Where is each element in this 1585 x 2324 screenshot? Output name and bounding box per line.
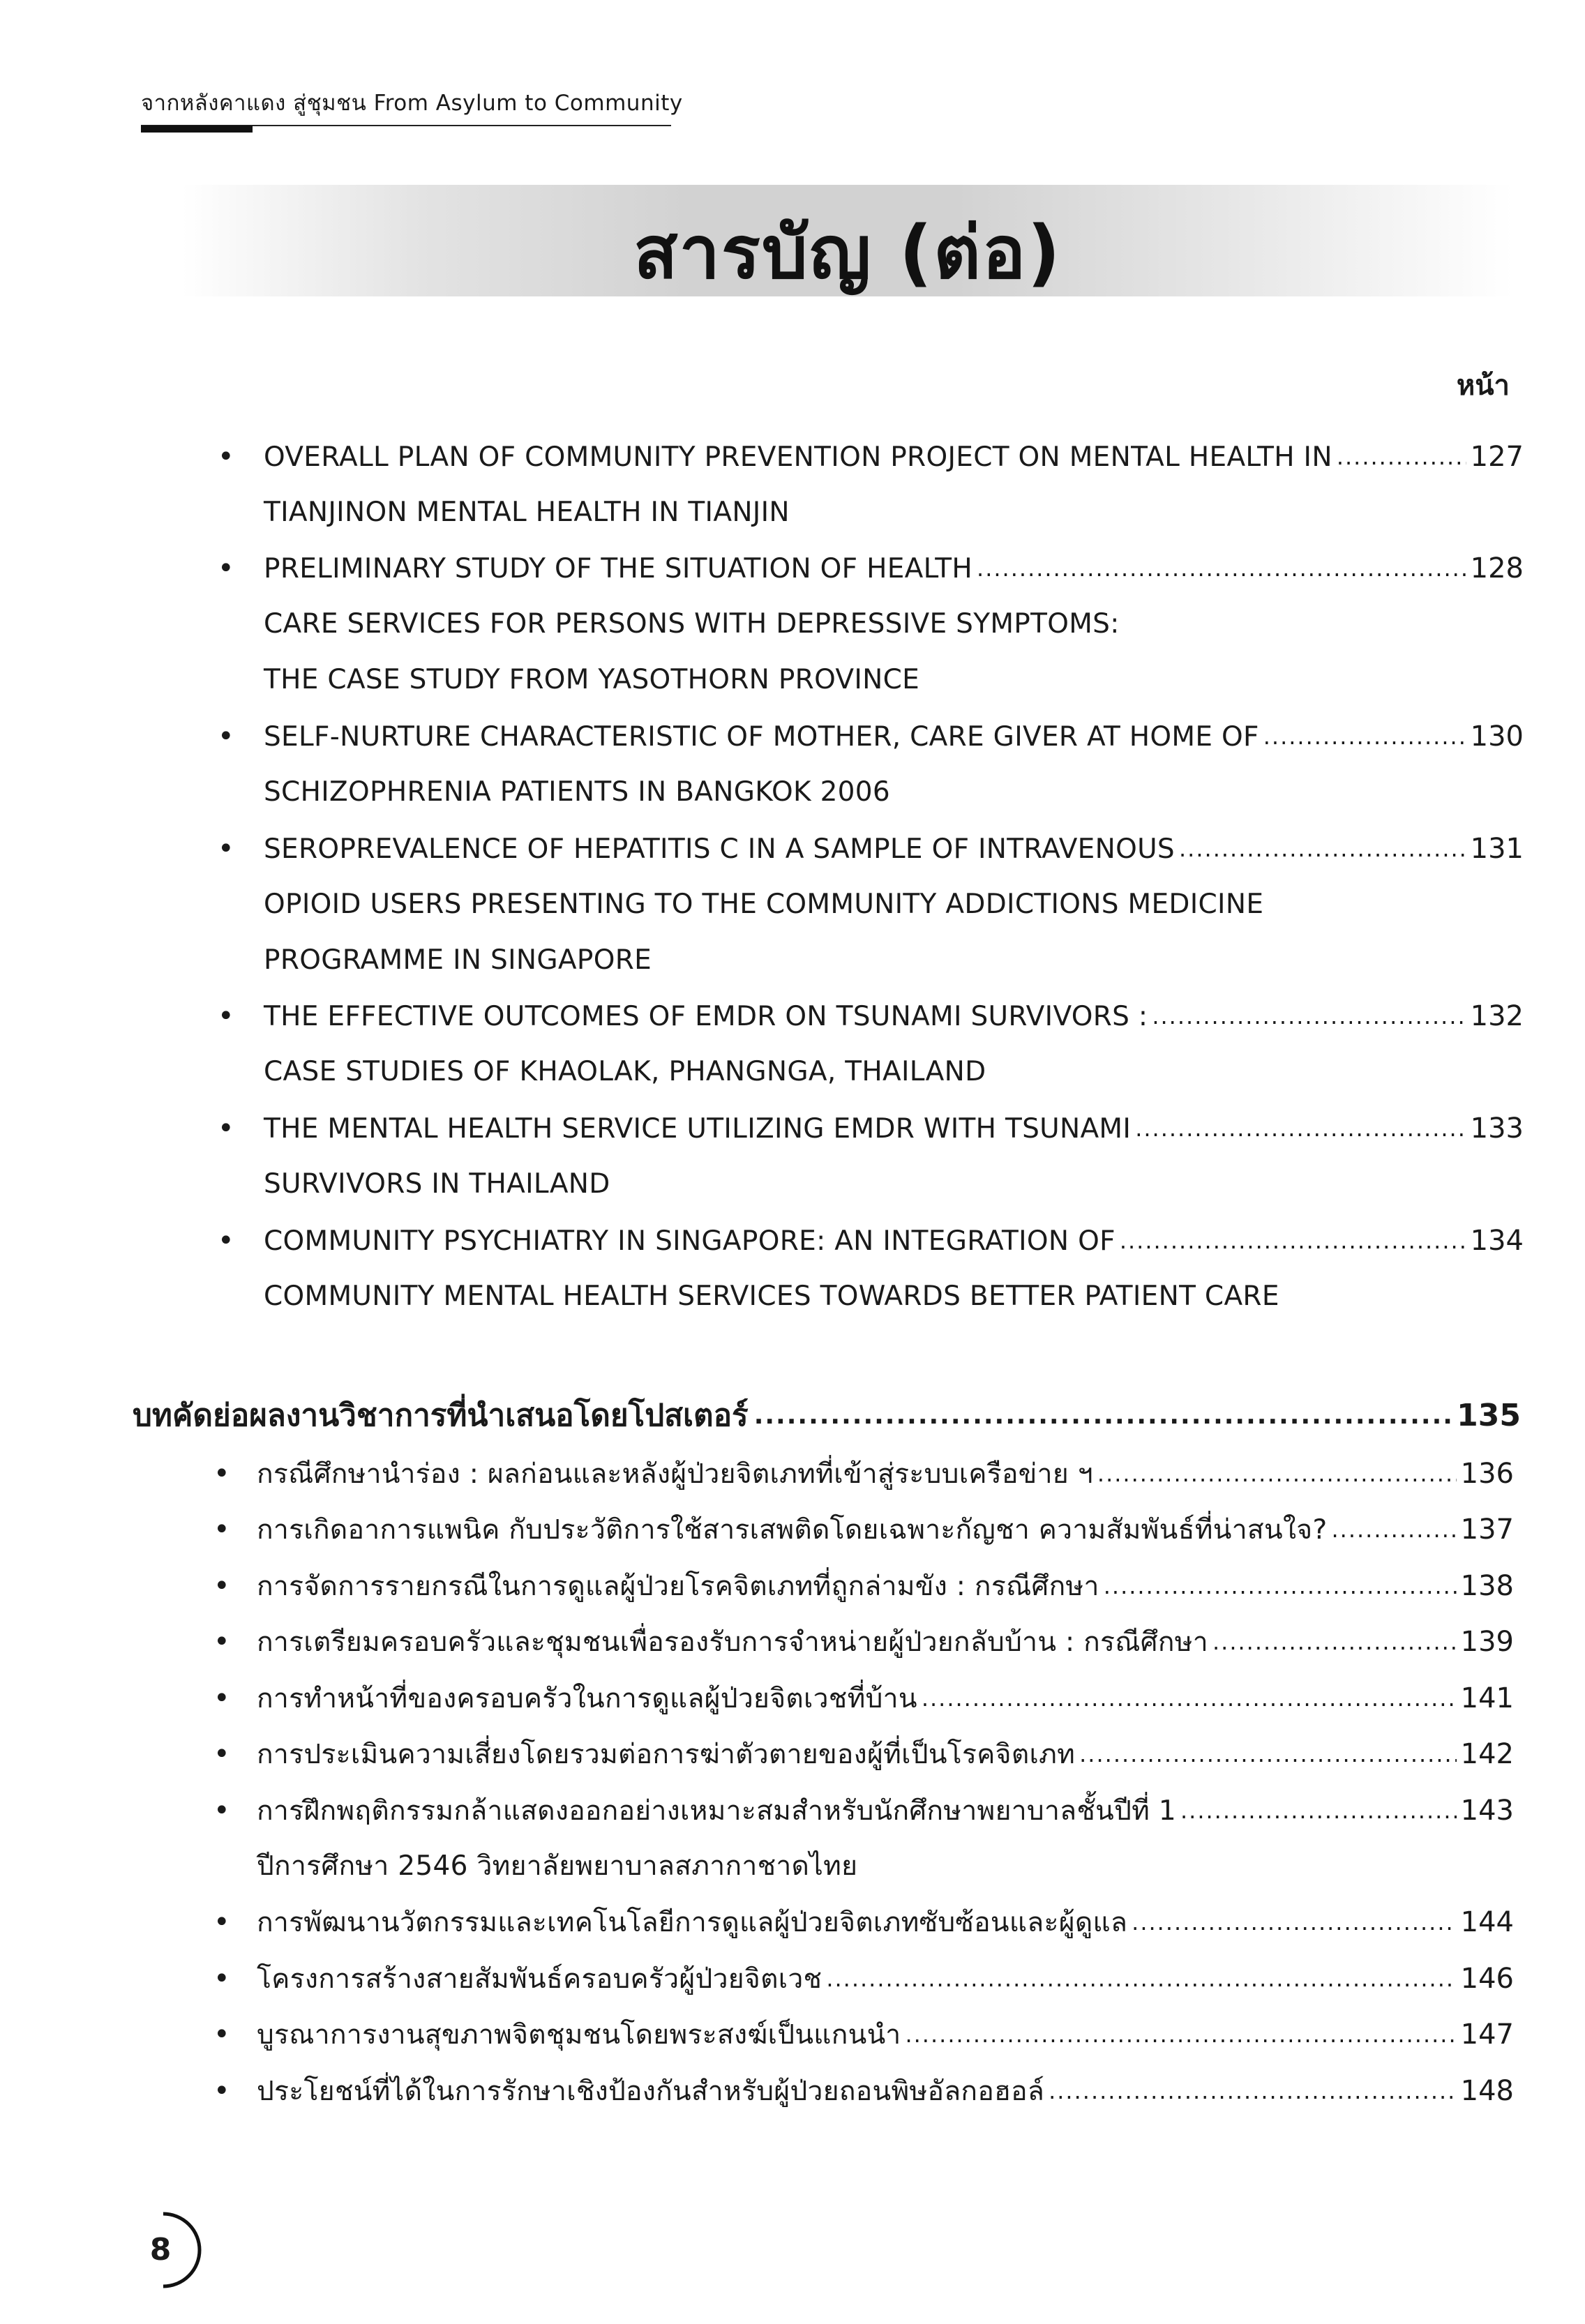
toc-entry-page: 127 — [1470, 441, 1524, 473]
toc-entry-page: 136 — [1460, 1458, 1514, 1490]
page-number-badge — [121, 2208, 205, 2292]
bullet-icon: • — [213, 1963, 230, 1995]
toc-entry-continuation: OPIOID USERS PRESENTING TO THE COMMUNITY ADDICTIONS MEDICINE — [264, 889, 1264, 920]
toc-entry-first-line — [257, 1783, 1514, 1839]
bullet-icon: • — [213, 2075, 230, 2107]
dot-leader — [1120, 1228, 1466, 1254]
toc-entry-page: 144 — [1460, 1906, 1514, 1938]
bullet-icon: • — [218, 441, 234, 473]
bullet-icon: • — [213, 1738, 230, 1770]
toc-entry-continuation: CASE STUDIES OF KHAOLAK, PHANGNGA, THAILAND — [264, 1056, 986, 1087]
toc-entry-page: 148 — [1460, 2075, 1514, 2107]
toc-entry-continuation: TIANJINON MENTAL HEALTH IN TIANJIN — [264, 497, 790, 528]
toc-entry-title: การฝึกพฤติกรรมกล้าแสดงออกอย่างเหมาะสมสำหรับนักศึกษาพยาบาลชั้นปีที่ 1 — [257, 1795, 1176, 1827]
toc-entry-first-line — [257, 1502, 1514, 1557]
page-title: สารบัญ (ต่อ) — [633, 210, 1062, 295]
toc-entry-first-line — [264, 1101, 1524, 1156]
toc-entry-title: บูรณาการงานสุขภาพจิตชุมชนโดยพระสงฆ์เป็นแกนนำ — [257, 2019, 901, 2051]
toc-entry-first-line — [264, 821, 1524, 877]
toc-entry-page: 130 — [1470, 720, 1524, 753]
toc-entry-continuation: SCHIZOPHRENIA PATIENTS IN BANGKOK 2006 — [264, 776, 891, 808]
toc-entry-first-line — [264, 541, 1524, 596]
dot-leader — [922, 1685, 1457, 1712]
toc-entry-page: 128 — [1470, 552, 1524, 584]
toc-entry-page: 142 — [1460, 1738, 1514, 1770]
toc-entry-first-line — [257, 1558, 1514, 1614]
toc-entry-title: SELF-NURTURE CHARACTERISTIC OF MOTHER, CARE GIVER AT HOME OF — [264, 720, 1259, 753]
toc-entry-first-line — [257, 1670, 1514, 1726]
toc-entry-page: 131 — [1470, 833, 1524, 865]
section-heading-page: 135 — [1457, 1397, 1521, 1433]
dot-leader — [1079, 1741, 1457, 1767]
dot-leader — [977, 555, 1466, 582]
running-header-text: จากหลังคาแดง สู่ชุมชน From Asylum to Community — [141, 91, 683, 116]
toc-entry-continuation: CARE SERVICES FOR PERSONS WITH DEPRESSIVE SYMPTOMS: — [264, 608, 1120, 640]
bullet-icon: • — [213, 1795, 230, 1827]
bullet-icon: • — [218, 833, 234, 865]
bullet-icon: • — [218, 552, 234, 584]
bullet-icon: • — [218, 1112, 234, 1145]
bullet-icon: • — [213, 1514, 230, 1546]
toc-entry-first-line — [264, 709, 1524, 764]
toc-entry-continuation: THE CASE STUDY FROM YASOTHORN PROVINCE — [264, 664, 920, 695]
page-column-label: หน้า — [1456, 370, 1510, 402]
bullet-icon: • — [218, 1225, 234, 1257]
bullet-icon: • — [218, 1000, 234, 1032]
toc-entry-title: โครงการสร้างสายสัมพันธ์ครอบครัวผู้ป่วยจิตเวช — [257, 1963, 822, 1995]
toc-entry-first-line — [257, 1446, 1514, 1502]
toc-entry-page: 132 — [1470, 1000, 1524, 1032]
toc-entry-page: 147 — [1460, 2019, 1514, 2051]
toc-entry-first-line — [257, 2007, 1514, 2062]
dot-leader — [1331, 1516, 1456, 1543]
toc-entry-title: ประโยชน์ที่ได้ในการรักษาเชิงป้องกันสำหรับผู้ป่วยถอนพิษอัลกอฮอล์ — [257, 2076, 1045, 2107]
bullet-icon: • — [213, 1458, 230, 1490]
toc-entry-title: การจัดการรายกรณีในการดูแลผู้ป่วยโรคจิตเภทที่ถูกล่ามขัง : กรณีศึกษา — [257, 1571, 1099, 1602]
toc-entry-first-line — [257, 1614, 1514, 1670]
toc-entry-first-line — [264, 988, 1524, 1044]
dot-leader — [1179, 836, 1466, 862]
toc-entry-title: THE MENTAL HEALTH SERVICE UTILIZING EMDR WITH TSUNAMI — [264, 1112, 1132, 1145]
dot-leader — [905, 2021, 1456, 2048]
toc-entry-page: 141 — [1460, 1682, 1514, 1714]
toc-entry-first-line — [264, 1213, 1524, 1269]
toc-entry-page: 143 — [1460, 1795, 1514, 1827]
toc-entry-page: 146 — [1460, 1963, 1514, 1995]
dot-leader — [1049, 2078, 1457, 2104]
dot-leader — [1152, 1003, 1466, 1029]
page-number: 8 — [149, 2232, 172, 2268]
section-heading-title: บทคัดย่อผลงานวิชาการที่นำเสนอโดยโปสเตอร์ — [133, 1398, 749, 1433]
dot-leader — [1097, 1461, 1457, 1487]
toc-entry-continuation: COMMUNITY MENTAL HEALTH SERVICES TOWARDS BETTER PATIENT CARE — [264, 1281, 1279, 1312]
dot-leader — [826, 1965, 1456, 1992]
toc-entry-first-line — [257, 1726, 1514, 1782]
bullet-icon: • — [218, 720, 234, 753]
toc-entry-first-line — [257, 2063, 1514, 2119]
toc-entry-title: COMMUNITY PSYCHIATRY IN SINGAPORE: AN INTEGRATION OF — [264, 1225, 1115, 1257]
toc-entry-title: การเตรียมครอบครัวและชุมชนเพื่อรองรับการจำหน่ายผู้ป่วยกลับบ้าน : กรณีศึกษา — [257, 1627, 1208, 1658]
toc-entry-title: การประเมินความเสี่ยงโดยรวมต่อการฆ่าตัวตายของผู้ที่เป็นโรคจิตเภท — [257, 1739, 1076, 1770]
toc-entry-page: 139 — [1460, 1626, 1514, 1658]
toc-entry-title: OVERALL PLAN OF COMMUNITY PREVENTION PROJECT ON MENTAL HEALTH IN — [264, 441, 1332, 473]
dot-leader — [1104, 1573, 1457, 1599]
toc-entry-title: การทำหน้าที่ของครอบครัวในการดูแลผู้ป่วยจิตเวชที่บ้าน — [257, 1683, 917, 1714]
toc-entry-continuation: SURVIVORS IN THAILAND — [264, 1168, 610, 1200]
bullet-icon: • — [213, 2019, 230, 2051]
toc-entry-first-line — [257, 1951, 1514, 2007]
toc-entry-title: การเกิดอาการแพนิค กับประวัติการใช้สารเสพติดโดยเฉพาะกัญชา ความสัมพันธ์ที่น่าสนใจ? — [257, 1514, 1328, 1546]
bullet-icon: • — [213, 1626, 230, 1658]
dot-leader — [1263, 723, 1466, 750]
toc-entry-title: กรณีศึกษานำร่อง : ผลก่อนและหลังผู้ป่วยจิตเภทที่เข้าสู่ระบบเครือข่าย ฯ — [257, 1458, 1093, 1490]
dot-leader — [1337, 444, 1466, 470]
toc-entry-page: 137 — [1460, 1514, 1514, 1546]
toc-entry-title: PRELIMINARY STUDY OF THE SITUATION OF HEALTH — [264, 552, 973, 584]
bullet-icon: • — [213, 1682, 230, 1714]
toc-entry-title: THE EFFECTIVE OUTCOMES OF EMDR ON TSUNAMI SURVIVORS : — [264, 1000, 1148, 1032]
toc-entry-page: 133 — [1470, 1112, 1524, 1145]
toc-entry-first-line — [257, 1894, 1514, 1950]
toc-entry-continuation: ปีการศึกษา 2546 วิทยาลัยพยาบาลสภากาชาดไทย — [257, 1850, 858, 1882]
toc-entry-first-line — [264, 429, 1524, 485]
toc-entry-title: SEROPREVALENCE OF HEPATITIS C IN A SAMPLE OF INTRAVENOUS — [264, 833, 1175, 865]
toc-entry-title: การพัฒนานวัตกรรมและเทคโนโลยีการดูแลผู้ป่วยจิตเภทซับซ้อนและผู้ดูแล — [257, 1907, 1128, 1938]
toc-entry-continuation: PROGRAMME IN SINGAPORE — [264, 944, 652, 976]
dot-leader — [1132, 1909, 1456, 1936]
dot-leader — [1212, 1629, 1457, 1655]
bullet-icon: • — [213, 1570, 230, 1602]
dot-leader — [1135, 1115, 1466, 1142]
section-heading — [133, 1387, 1521, 1443]
toc-entry-page: 134 — [1470, 1225, 1524, 1257]
dot-leader — [754, 1401, 1451, 1430]
dot-leader — [1180, 1797, 1457, 1824]
toc-entry-page: 138 — [1460, 1570, 1514, 1602]
bullet-icon: • — [213, 1906, 230, 1938]
